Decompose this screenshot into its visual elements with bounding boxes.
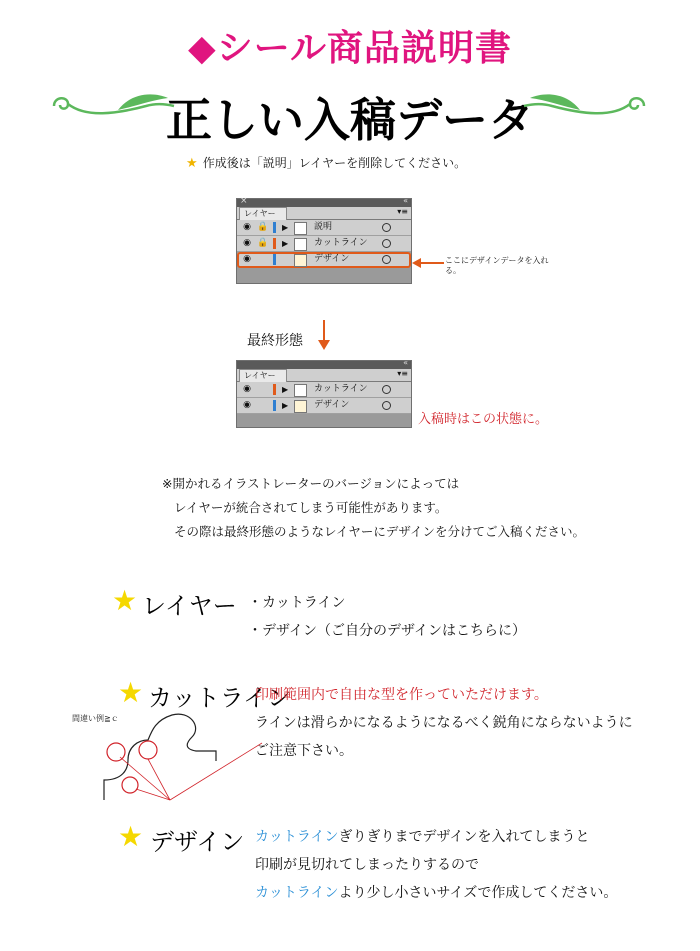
- expand-triangle-icon[interactable]: ▶: [282, 401, 289, 410]
- wrong-example-diagram: [92, 705, 282, 805]
- expand-triangle-icon[interactable]: ▶: [282, 239, 289, 248]
- layer-row[interactable]: [237, 220, 411, 236]
- target-circle-icon[interactable]: [382, 401, 391, 410]
- layer-name: カットライン: [314, 238, 368, 248]
- panel-menu-icon[interactable]: ▾≡: [397, 207, 408, 216]
- page-subtitle: 正しい入稿データ: [166, 93, 534, 147]
- panel-tabbar: [237, 369, 411, 382]
- cutline-text-3: ご注意下さい。: [255, 743, 353, 759]
- section-title-layer: レイヤー: [142, 592, 237, 620]
- tab-layers[interactable]: レイヤー: [239, 369, 287, 382]
- design-text-3-highlight: カットライン: [255, 885, 339, 901]
- collapse-icon[interactable]: «: [403, 358, 408, 367]
- eye-icon[interactable]: ◉: [243, 238, 251, 248]
- callout-final-state: 入稿時はこの状態に。: [418, 412, 549, 427]
- layer-color-bar: [273, 384, 276, 395]
- design-text-2: 印刷が見切れてしまったりするので: [255, 857, 479, 873]
- callout-arrow: [412, 256, 446, 270]
- layer-item-cutline: ・カットライン: [248, 595, 346, 611]
- instruction-text: 作成後は「説明」レイヤーを削除してください。: [202, 156, 467, 170]
- notice-line-1: ※開かれるイラストレーターのバージョンによっては: [162, 476, 460, 491]
- layer-item-design: ・デザイン（ご自分のデザインはこちらに）: [248, 623, 527, 639]
- eye-icon[interactable]: ◉: [243, 400, 251, 410]
- right-flourish-ornament: [522, 88, 652, 124]
- panel-menu-icon[interactable]: ▾≡: [397, 369, 408, 378]
- eye-icon[interactable]: ◉: [243, 254, 251, 264]
- section-title-cutline: カットライン: [148, 684, 292, 712]
- layer-name: カットライン: [314, 384, 368, 394]
- star-icon: ★: [118, 676, 144, 709]
- layer-name: 説明: [314, 222, 333, 232]
- layer-color-bar: [273, 254, 276, 265]
- close-icon[interactable]: ×: [240, 196, 248, 206]
- panel-titlebar: [237, 358, 411, 369]
- cutline-text-2: ラインは滑らかになるようになるべく鋭角にならないように: [255, 715, 633, 731]
- layer-color-bar: [273, 222, 276, 233]
- layer-thumbnail: [294, 400, 307, 413]
- target-circle-icon[interactable]: [382, 255, 391, 264]
- star-icon: ★: [112, 584, 138, 617]
- star-icon: ★: [186, 156, 198, 171]
- arrow-down-icon: [317, 320, 331, 352]
- target-circle-icon[interactable]: [382, 239, 391, 248]
- notice-line-3: その際は最終形態のようなレイヤーにデザインを分けてご入稿ください。: [174, 524, 586, 539]
- tab-layers[interactable]: レイヤー: [239, 207, 287, 220]
- section-title-design: デザイン: [150, 828, 245, 856]
- layer-name: デザイン: [314, 400, 350, 410]
- panel-tabbar: [237, 207, 411, 220]
- star-icon: ★: [118, 820, 144, 853]
- notice-line-2: レイヤーが統合されてしまう可能性があります。: [174, 500, 448, 515]
- layer-thumbnail: [294, 222, 307, 235]
- design-text-1-rest: ぎりぎりまでデザインを入れてしまうと: [338, 829, 590, 845]
- layer-thumbnail: [294, 384, 307, 397]
- layer-color-bar: [273, 400, 276, 411]
- lock-icon[interactable]: 🔒: [257, 238, 269, 248]
- layers-panel-initial: [236, 198, 412, 284]
- layer-name: デザイン: [314, 254, 350, 264]
- eye-icon[interactable]: ◉: [243, 384, 251, 394]
- cutline-text-1: 印刷範囲内で自由な型を作っていただけます。: [255, 687, 548, 703]
- instruction-line: [186, 152, 466, 171]
- target-circle-icon[interactable]: [382, 385, 391, 394]
- callout-insert-design: ここにデザインデータを入れる。: [445, 256, 549, 275]
- layer-row[interactable]: [237, 382, 411, 398]
- wrong-example-label: 間違い例≧ｃ: [72, 714, 119, 723]
- page-title: ◆シール商品説明書: [188, 28, 512, 69]
- layers-panel-final: [236, 360, 412, 428]
- layer-thumbnail: [294, 238, 307, 251]
- lock-icon[interactable]: 🔒: [257, 222, 269, 232]
- layer-thumbnail: [294, 254, 307, 267]
- design-text-3: [255, 882, 617, 902]
- layer-row-selected[interactable]: [237, 252, 411, 268]
- target-circle-icon[interactable]: [382, 223, 391, 232]
- expand-triangle-icon[interactable]: ▶: [282, 223, 289, 232]
- design-text-1: [255, 826, 589, 846]
- eye-icon[interactable]: ◉: [243, 222, 251, 232]
- design-text-1-highlight: カットライン: [255, 829, 339, 845]
- layer-color-bar: [273, 238, 276, 249]
- expand-triangle-icon[interactable]: ▶: [282, 385, 289, 394]
- layer-row[interactable]: [237, 398, 411, 414]
- panel-titlebar: [237, 196, 411, 207]
- layer-row[interactable]: [237, 236, 411, 252]
- collapse-icon[interactable]: «: [403, 196, 408, 205]
- design-text-3-rest: より少し小さいサイズで作成してください。: [338, 885, 618, 901]
- final-state-label: 最終形態: [247, 333, 303, 349]
